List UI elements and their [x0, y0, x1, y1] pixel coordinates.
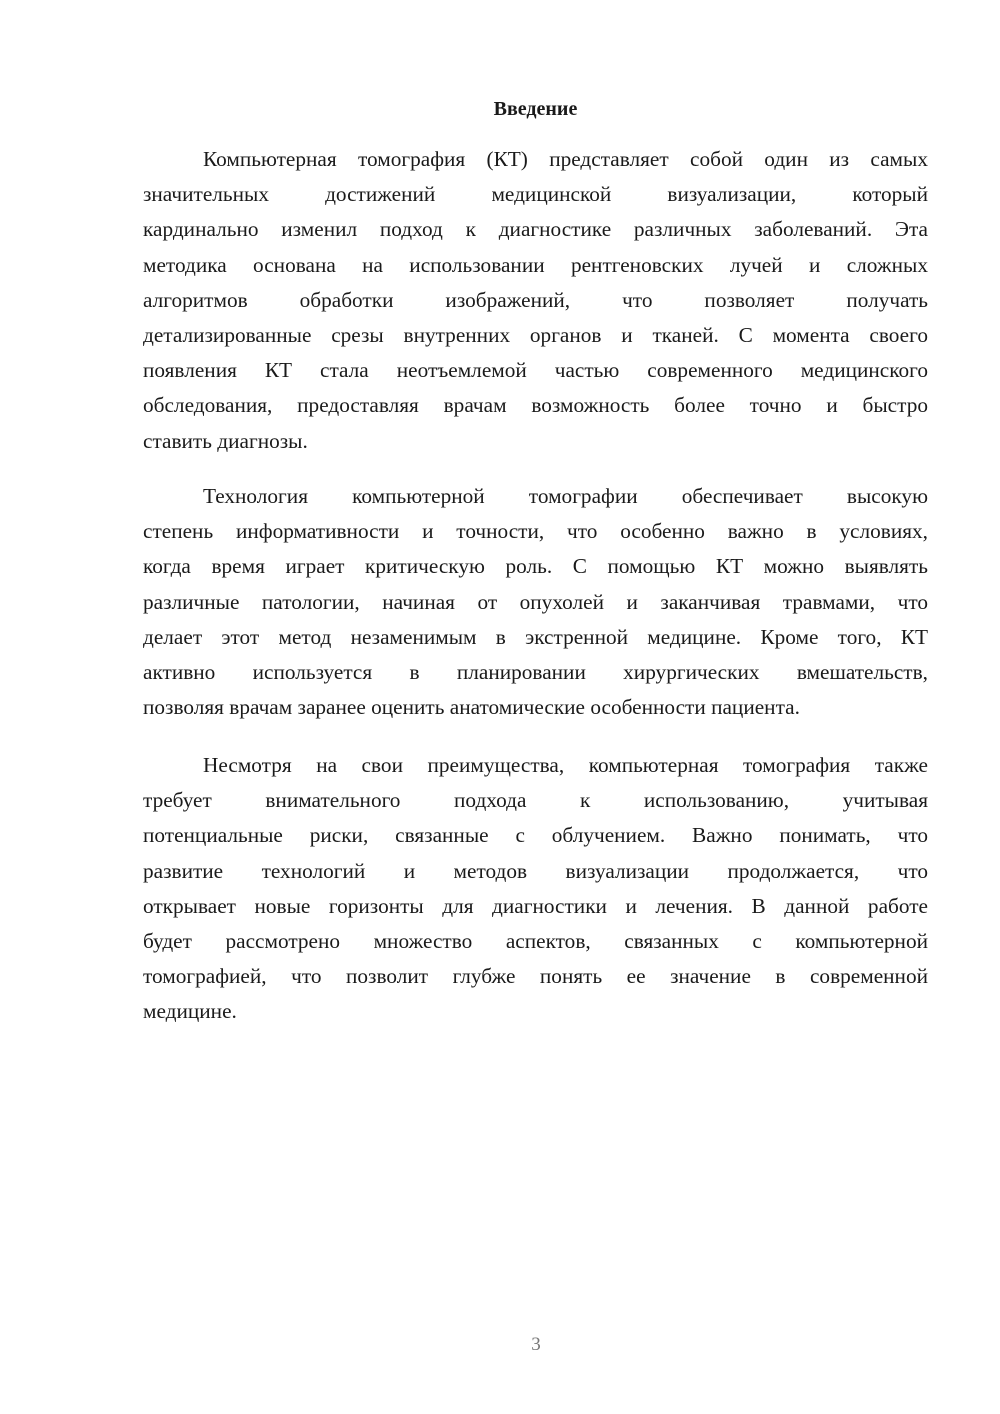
page-title: [143, 92, 928, 127]
text-line: детализированные срезы внутренних органов и тканей. С момента своего: [143, 323, 928, 348]
text-line: открывает новые горизонты для диагностики и лечения. В данной работе: [143, 893, 928, 918]
paragraph-1: [143, 142, 928, 459]
paragraph-2: [143, 479, 928, 725]
text-line: медицине.: [143, 999, 237, 1024]
text-line: обследования, предоставляя врачам возможность более точно и быстро: [143, 393, 928, 418]
paragraph-3: [143, 748, 928, 1030]
text-line: требует внимательного подхода к использованию, учитывая: [143, 788, 928, 813]
text-line: различные патологии, начиная от опухолей и заканчивая травмами, что: [143, 589, 928, 614]
text-line: Компьютерная томография (КТ) представляет собой один из самых: [203, 147, 928, 171]
text-line: когда время играет критическую роль. С помощью КТ можно выявлять: [143, 554, 928, 579]
text-line: появления КТ стала неотъемлемой частью современного медицинского: [143, 358, 928, 383]
text-line: томографией, что позволит глубже понять ее значение в современной: [143, 964, 928, 989]
text-line: методика основана на использовании рентгеновских лучей и сложных: [143, 252, 928, 277]
text-line: кардинально изменил подход к диагностике различных заболеваний. Эта: [143, 217, 928, 242]
text-line: будет рассмотрено множество аспектов, связанных с компьютерной: [143, 929, 928, 954]
text-line: потенциальные риски, связанные с облучением. Важно понимать, что: [143, 823, 928, 848]
text-line: позволяя врачам заранее оценить анатомические особенности пациента.: [143, 695, 800, 720]
text-line: ставить диагнозы.: [143, 428, 308, 453]
text-line: Технология компьютерной томографии обеспечивает высокую: [203, 484, 928, 508]
text-line: Несмотря на свои преимущества, компьютерная томография также: [203, 753, 928, 777]
text-line: степень информативности и точности, что особенно важно в условиях,: [143, 519, 928, 544]
text-line: делает этот метод незаменимым в экстренной медицине. Кроме того, КТ: [143, 624, 928, 649]
title-text: Введение: [493, 98, 578, 120]
text-line: алгоритмов обработки изображений, что позволяет получать: [143, 287, 928, 312]
page-number: 3: [531, 1334, 541, 1355]
text-line: развитие технологий и методов визуализации продолжается, что: [143, 858, 928, 883]
text-line: активно используется в планировании хирургических вмешательств,: [143, 660, 928, 685]
text-line: значительных достижений медицинской визуализации, который: [143, 182, 928, 207]
